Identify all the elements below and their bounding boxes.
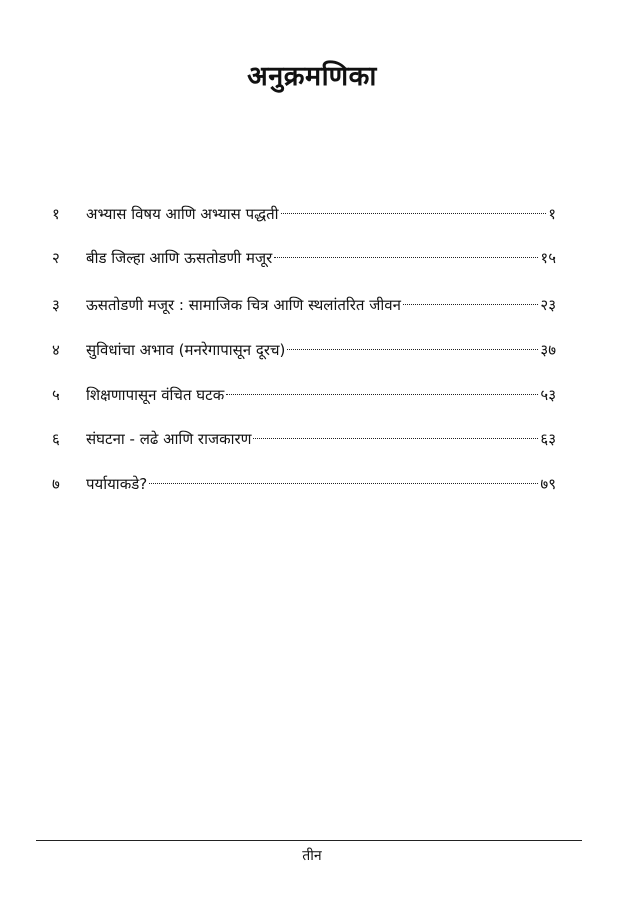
page-number: ३७ <box>540 341 556 359</box>
toc-line <box>86 200 556 228</box>
page-number: ५३ <box>540 386 556 404</box>
dot-leader <box>149 483 538 484</box>
toc-line <box>86 381 556 409</box>
dot-leader <box>274 257 538 258</box>
chapter-number: ६ <box>52 430 60 448</box>
chapter-number: ५ <box>52 386 60 404</box>
page-number: ७९ <box>540 475 556 493</box>
chapter-title: ऊसतोडणी मजूर : सामाजिक चित्र आणि स्थलांतरित जीवन <box>86 296 401 314</box>
chapter-number: १ <box>52 205 60 223</box>
chapter-title: शिक्षणापासून वंचित घटक <box>86 386 225 404</box>
chapter-number: २ <box>52 249 60 267</box>
page-number: १५ <box>540 249 556 267</box>
toc-entry <box>0 336 624 364</box>
toc-entry <box>0 425 624 453</box>
toc-entry <box>0 200 624 228</box>
toc-line <box>86 336 556 364</box>
toc-line <box>86 244 556 272</box>
toc-entry <box>0 291 624 319</box>
page-folio: तीन <box>302 848 322 864</box>
chapter-title: संघटना - लढे आणि राजकारण <box>86 430 252 448</box>
toc-entry <box>0 470 624 498</box>
chapter-title: पर्यायाकडे? <box>86 475 148 493</box>
chapter-title: सुविधांचा अभाव (मनरेगापासून दूरच) <box>86 341 286 359</box>
dot-leader <box>281 213 547 214</box>
chapter-number: ७ <box>52 475 60 493</box>
chapter-number: ४ <box>52 341 60 359</box>
chapter-title: अभ्यास विषय आणि अभ्यास पद्धती <box>86 205 279 223</box>
toc-line <box>86 291 556 319</box>
dot-leader <box>403 304 538 305</box>
toc-line <box>86 425 556 453</box>
chapter-number: ३ <box>52 296 60 314</box>
footer-divider <box>36 840 582 841</box>
toc-entry <box>0 381 624 409</box>
dot-leader <box>253 438 538 439</box>
dot-leader <box>226 394 538 395</box>
page-number: १ <box>548 205 556 223</box>
toc-line <box>86 470 556 498</box>
chapter-title: बीड जिल्हा आणि ऊसतोडणी मजूर <box>86 249 273 267</box>
page-number: ६३ <box>540 430 556 448</box>
dot-leader <box>287 349 538 350</box>
page-number: २३ <box>540 296 556 314</box>
page-title: अनुक्रमणिका <box>247 61 377 92</box>
toc-entry <box>0 244 624 272</box>
